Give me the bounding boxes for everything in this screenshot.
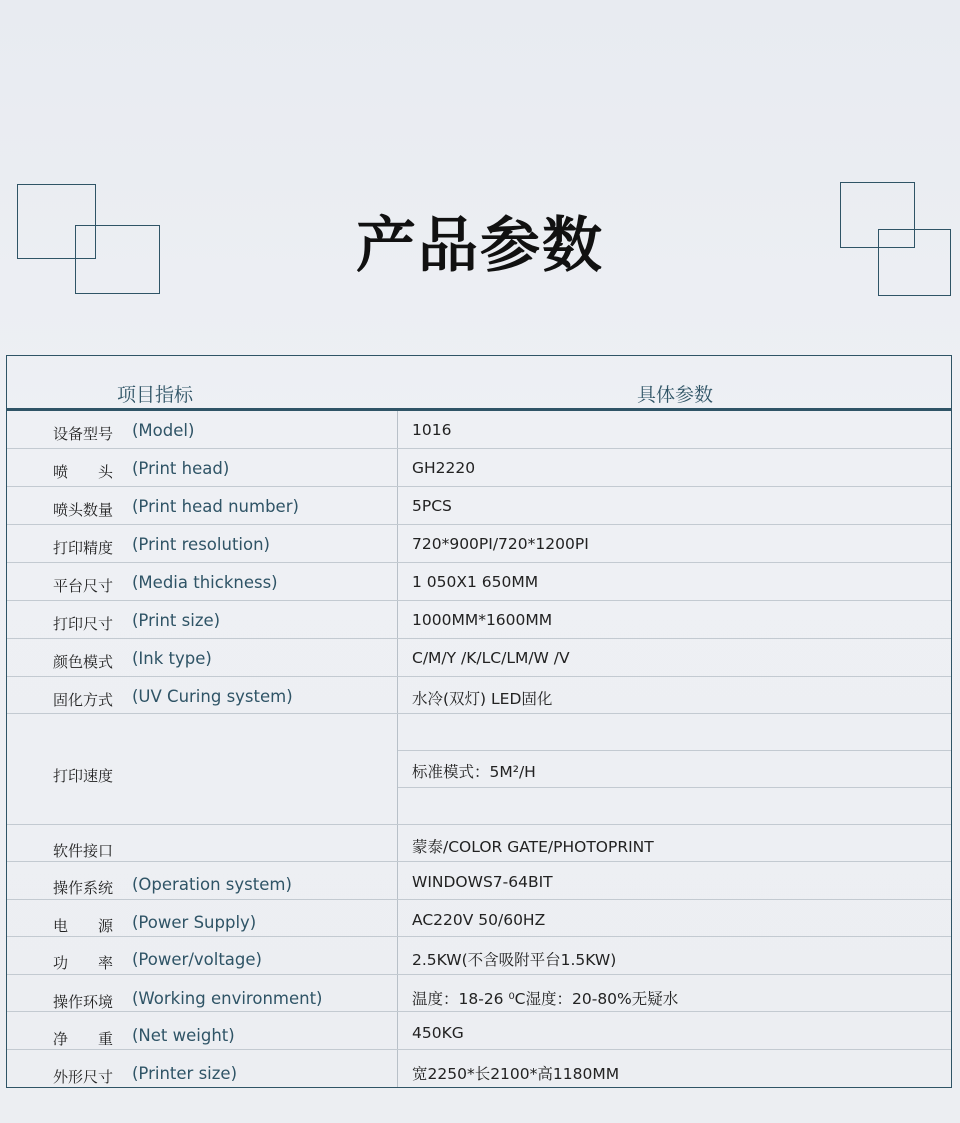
table-row — [7, 525, 951, 563]
table-row — [7, 449, 951, 487]
table-row — [7, 937, 951, 975]
row-label-cn: 净 重 — [53, 1030, 114, 1048]
row-label-cn: 打印速度 — [53, 767, 114, 785]
row-label-en: (Ink type) — [132, 649, 212, 668]
row-value: 720*900PI/720*1200PI — [412, 535, 589, 553]
row-label-en: (Net weight) — [132, 1026, 235, 1045]
row-value: C/M/Y /K/LC/LM/W /V — [412, 649, 570, 667]
row-value: WINDOWS7-64BIT — [412, 873, 553, 891]
row-value: 1000MM*1600MM — [412, 611, 553, 629]
page-title: 产品参数 — [356, 211, 604, 281]
row-label-cn: 打印精度 — [53, 539, 114, 557]
row-label-cn: 操作环境 — [53, 993, 114, 1011]
row-label-cn: 软件接口 — [53, 842, 114, 860]
table-row — [7, 1012, 951, 1050]
table-row — [7, 1050, 951, 1086]
row-label-cn: 平台尺寸 — [53, 577, 114, 595]
row-label-en: (Power/voltage) — [132, 950, 262, 969]
row-label-cn: 操作系统 — [53, 879, 114, 897]
row-value: 5PCS — [412, 497, 452, 515]
spec-table — [6, 355, 952, 1088]
row-label-cn: 打印尺寸 — [53, 615, 114, 633]
row-label-en: (Printer size) — [132, 1064, 238, 1083]
row-label-cn: 固化方式 — [53, 691, 114, 709]
row-label-en: (Working environment) — [132, 989, 323, 1008]
row-value: 1016 — [412, 421, 452, 439]
row-label-cn: 设备型号 — [53, 425, 114, 443]
row-value: 1 050X1 650MM — [412, 573, 539, 591]
row-label-cn: 喷头数量 — [53, 501, 114, 519]
table-row — [7, 601, 951, 639]
row-label-en: (Print head number) — [132, 497, 299, 516]
row-label-en: (Operation system) — [132, 875, 292, 894]
table-row — [7, 900, 951, 937]
table-header — [7, 356, 951, 411]
table-row — [7, 487, 951, 525]
row-value: AC220V 50/60HZ — [412, 911, 546, 929]
row-value: 450KG — [412, 1024, 464, 1042]
table-row — [7, 825, 951, 862]
row-label-cn: 外形尺寸 — [53, 1068, 114, 1086]
row-label-cn: 喷 头 — [53, 463, 114, 481]
table-row — [7, 677, 951, 714]
row-label-en: (UV Curing system) — [132, 687, 293, 706]
row-value: GH2220 — [412, 459, 476, 477]
row-value: 宽2250*长2100*高1180MM — [412, 1065, 620, 1083]
row-value: 蒙泰/COLOR GATE/PHOTOPRINT — [412, 838, 654, 856]
row-label-cn: 功 率 — [53, 954, 114, 972]
row-label-en: (Print head) — [132, 459, 230, 478]
table-row — [7, 563, 951, 601]
table-row — [7, 639, 951, 677]
row-value: 2.5KW(不含吸附平台1.5KW) — [412, 951, 617, 969]
row-label-cn: 颜色模式 — [53, 653, 114, 671]
row-label-en: (Media thickness) — [132, 573, 278, 592]
row-label-en: (Print resolution) — [132, 535, 270, 554]
table-row — [7, 975, 951, 1012]
row-label-en: (Power Supply) — [132, 913, 257, 932]
sub-divider — [398, 750, 951, 751]
row-value: 温度：18-26 ⁰C湿度：20-80%无疑水 — [412, 990, 679, 1008]
table-row — [7, 411, 951, 449]
sub-divider — [398, 787, 951, 788]
table-row — [7, 862, 951, 900]
row-label-cn: 电 源 — [53, 917, 114, 935]
header-item-label: 项目指标 — [117, 384, 194, 406]
row-label-en: (Model) — [132, 421, 195, 440]
table-row — [7, 714, 951, 825]
row-value: 水冷(双灯) LED固化 — [412, 690, 553, 708]
header-value-label: 具体参数 — [637, 384, 714, 406]
row-label-en: (Print size) — [132, 611, 221, 630]
row-value: 标准模式：5M²/H — [412, 763, 536, 781]
